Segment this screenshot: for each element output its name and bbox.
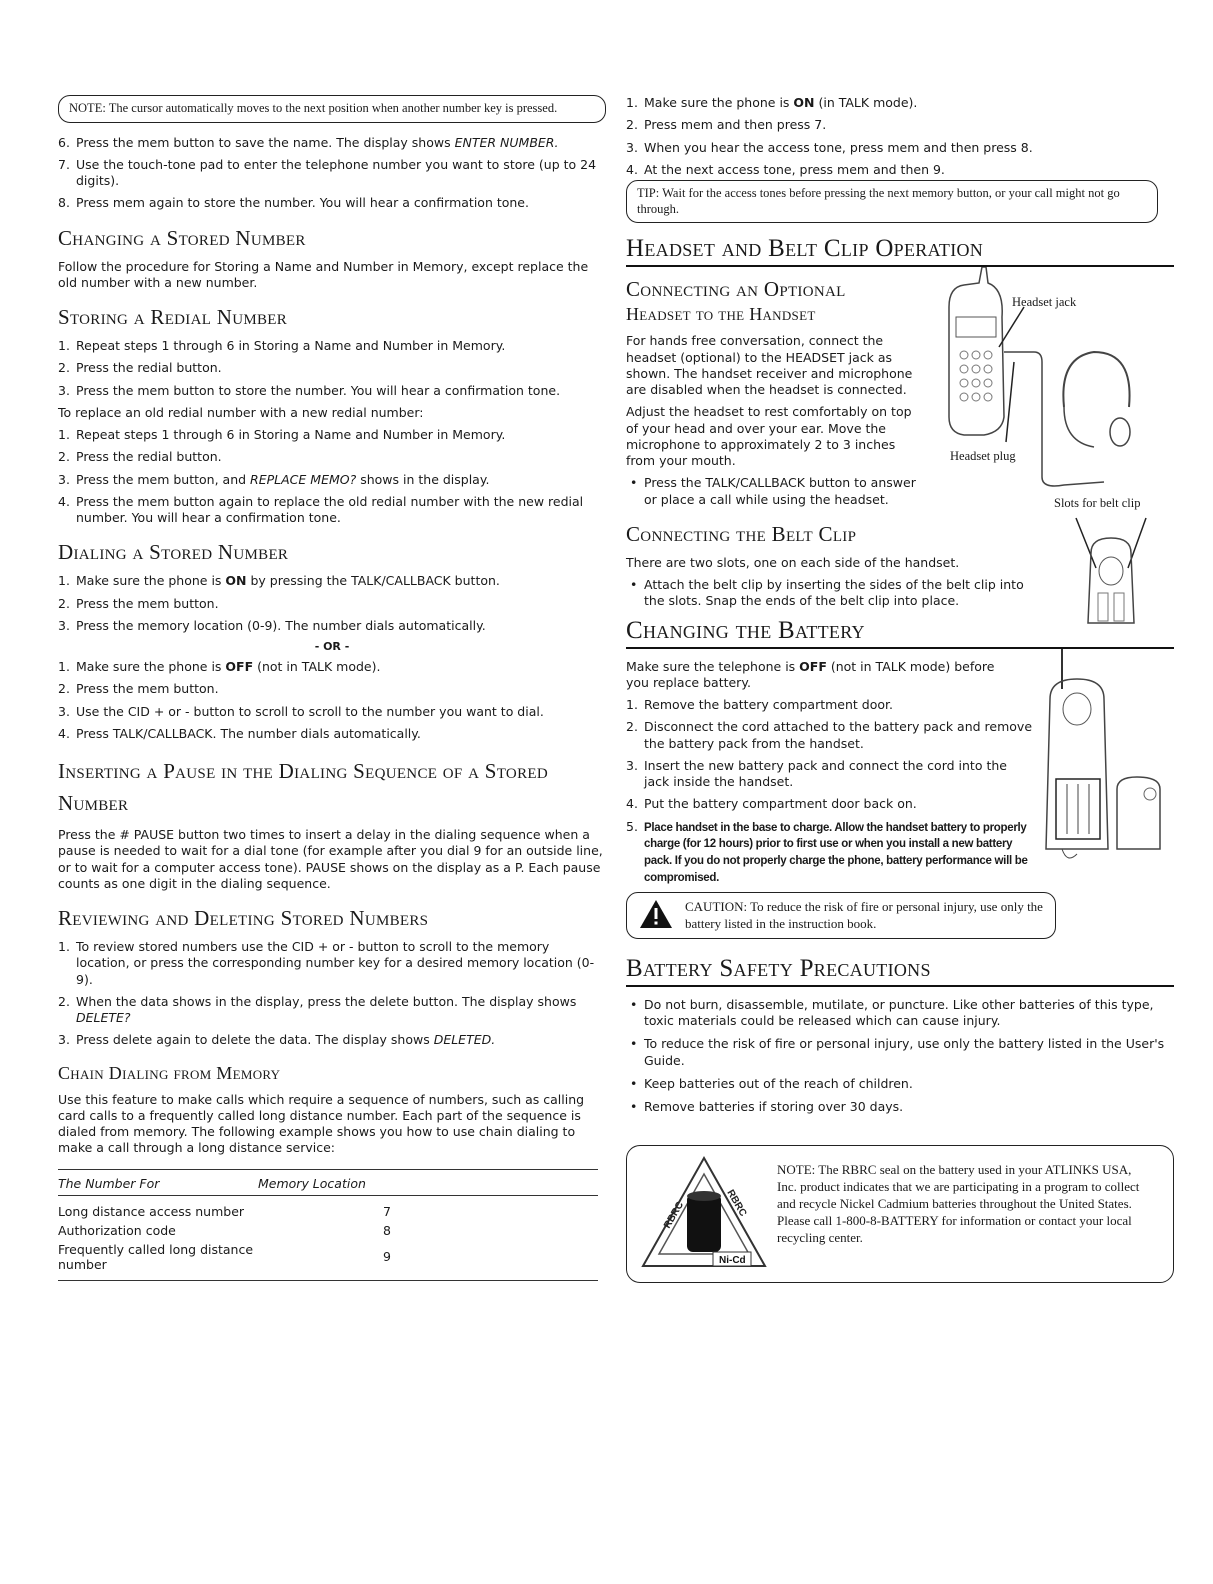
label-headset-jack: Headset jack	[1012, 295, 1077, 310]
list-item: • To reduce the risk of fire or personal injury, use only the battery listed in the User's Guide.	[626, 1036, 1174, 1069]
list-item: 8. Press mem again to store the number. You will hear a confirmation tone.	[58, 195, 529, 211]
redial-steps	[58, 338, 606, 399]
or-separator: - OR -	[314, 640, 350, 654]
nicd-label: Ni-Cd	[719, 1255, 746, 1267]
list-item: 1. To review stored numbers use the CID + or - button to scroll to the memory location, or press the corresponding number key for a desired memory location (0-9).	[58, 939, 595, 987]
rbrc-note-box	[626, 1145, 1174, 1283]
headset-p2: Adjust the headset to rest comfortably on top of your head and over your ear. Move the microphone to approximately 2 to 3 inches from your mouth.	[626, 404, 912, 468]
battery-intro: Make sure the telephone is OFF (not in TALK mode) before you replace battery.	[626, 658, 995, 690]
list-item: 2. When the data shows in the display, press the delete button. The display shows DELETE?	[58, 993, 577, 1026]
list-item: 1. Repeat steps 1 through 6 in Storing a Name and Number in Memory.	[58, 338, 506, 354]
headset-block	[626, 277, 1174, 511]
rbrc-label-top: RBRC	[724, 1188, 749, 1219]
list-item: 2. Press the redial button.	[58, 449, 222, 465]
list-item: 3. Press delete again to delete the data. The display shows DELETED.	[58, 1032, 496, 1048]
pause-text: Press the # PAUSE button two times to insert a delay in the dialing sequence when a pause is needed to wait for a dial tone (for example after you dial 9 for an outside line, or to wait for a computer access tone). PAUSE shows on the display as a P. Each pause counts as one digit in the dialing sequence.	[58, 827, 603, 891]
label-headset-plug: Headset plug	[950, 449, 1016, 464]
note-label: NOTE:	[69, 101, 106, 115]
list-item: • Attach the belt clip by inserting the sides of the belt clip into the slots. Snap the ends of the belt clip into place.	[626, 577, 1036, 610]
list-item: • Press the TALK/CALLBACK button to answer or place a call while using the headset.	[626, 475, 926, 508]
caution-box	[626, 892, 1056, 939]
table-row: Frequently called long distance number 9	[58, 1240, 598, 1281]
list-item: 1. Repeat steps 1 through 6 in Storing a Name and Number in Memory.	[58, 427, 506, 443]
list-item: 1. Remove the battery compartment door.	[626, 697, 893, 712]
tip-box	[626, 180, 1158, 223]
rbrc-label-side: RBRC	[662, 1200, 687, 1231]
tip-text: Wait for the access tones before pressing the next memory button, or your call might not go through.	[637, 186, 1120, 216]
changing-text: Follow the procedure for Storing a Name and Number in Memory, except replace the old number with a new number.	[58, 258, 589, 290]
heading-redial: Storing a Redial Number	[58, 305, 288, 330]
heading-headset: Connecting an Optional	[626, 277, 846, 302]
list-item: 2. Press the redial button.	[58, 360, 222, 376]
list-item: 2. Press the mem button.	[58, 595, 219, 611]
list-item: 4. Press the mem button again to replace the old redial number with the new redial number. You will hear a confirmation tone.	[58, 493, 584, 526]
list-item: • Do not burn, disassemble, mutilate, or puncture. Like other batteries of this type, toxic materials could be released which can cause injury.	[626, 997, 1174, 1030]
redial-intro: To replace an old redial number with a new redial number:	[58, 404, 424, 420]
belt-clip-illustration	[1066, 513, 1156, 628]
label-belt-slots: Slots for belt clip	[1054, 496, 1141, 511]
headset-bullets	[626, 475, 926, 508]
beltclip-text: There are two slots, one on each side of the handset.	[626, 554, 960, 570]
heading-headset-section: Headset and Belt Clip Operation	[626, 235, 1174, 267]
list-item: 2. Press the mem button.	[58, 681, 219, 697]
note-box	[58, 95, 606, 123]
column-header: The Number For	[58, 1169, 258, 1195]
heading-battery: Changing the Battery	[626, 617, 1174, 649]
list-item: 3. Use the CID + or - button to scroll to scroll to the number you want to dial.	[58, 703, 544, 719]
memory-table	[58, 1169, 598, 1281]
heading-pause: Inserting a Pause in the Dialing Sequence of a Stored Number	[58, 759, 548, 815]
rbrc-seal-icon	[639, 1154, 769, 1274]
list-item: 2. Press mem and then press 7.	[626, 117, 827, 133]
store-steps	[58, 135, 606, 212]
safety-bullets	[626, 997, 1174, 1116]
heading-beltclip: Connecting the Belt Clip	[626, 521, 857, 546]
right-column	[626, 95, 1174, 1283]
heading-reviewing: Reviewing and Deleting Stored Numbers	[58, 906, 429, 931]
note-text: The cursor automatically moves to the next position when another number key is pressed.	[105, 101, 558, 115]
dialing-steps	[58, 573, 606, 634]
list-item: 3. Press the mem button to store the number. You will hear a confirmation tone.	[58, 382, 561, 398]
dialing-alt-steps	[58, 659, 606, 742]
heading-chain: Chain Dialing from Memory	[58, 1062, 281, 1083]
list-item: 6. Press the mem button to save the name. The display shows ENTER NUMBER.	[58, 134, 559, 150]
heading-headset-2: Headset to the Handset	[626, 304, 816, 325]
battery-illustration	[1042, 649, 1166, 879]
list-item: 3. Insert the new battery pack and connect the cord into the jack inside the handset.	[626, 757, 1007, 789]
list-item: 1. Make sure the phone is ON by pressing the TALK/CALLBACK button.	[58, 573, 500, 589]
list-item: 4. Put the battery compartment door back on.	[626, 796, 917, 812]
table-row: Authorization code 8	[58, 1222, 391, 1238]
left-column	[58, 95, 606, 1281]
rbrc-note-label: NOTE:	[777, 1162, 816, 1178]
list-item: 5. Place handset in the base to charge. Allow the handset battery to properly charge (for 12 hours) prior to first use or when you install a new battery pack. If you do not properly charge the phone, battery performance will be compromised.	[626, 818, 1028, 885]
caution-label: CAUTION:	[685, 899, 748, 915]
rbrc-note-text: NOTE: The RBRC seal on the battery used in your ATLINKS USA, Inc. product indicates that we are participating in a program to collect and recycle Nickel Cadmium batteries throughout the United States. Please call 1-800-8-BATTERY for information or contact your local recycling center.	[777, 1162, 1140, 1245]
headset-p1: For hands free conversation, connect the headset (optional) to the HEADSET jack as shown. The handset receiver and microphone are disabled when the headset is connected.	[626, 333, 913, 397]
caution-text: To reduce the risk of fire or personal injury, use only the battery listed in the instruction book.	[685, 899, 1043, 931]
heading-dialing: Dialing a Stored Number	[58, 540, 289, 565]
heading-changing: Changing a Stored Number	[58, 225, 306, 250]
list-item: 7. Use the touch-tone pad to enter the telephone number you want to store (up to 24 digits).	[58, 156, 597, 189]
chain-text: Use this feature to make calls which require a sequence of numbers, such as calling card calls to a frequently called long distance number. Each part of the sequence is dialed from memory. The following example shows you how to use chain dialing to make a call through a long distance service:	[58, 1091, 585, 1156]
column-header: Memory Location	[258, 1169, 598, 1195]
tip-label: TIP:	[637, 186, 660, 200]
list-item: • Keep batteries out of the reach of children.	[626, 1076, 1174, 1092]
battery-block	[626, 659, 1174, 939]
reviewing-steps	[58, 939, 606, 1049]
table-row: Long distance access number 7	[58, 1203, 391, 1219]
list-item: 4. At the next access tone, press mem and then 9.	[626, 161, 945, 177]
list-item: 3. When you hear the access tone, press mem and then press 8.	[626, 139, 1033, 155]
heading-safety: Battery Safety Precautions	[626, 955, 1174, 987]
list-item: • Remove batteries if storing over 30 days.	[626, 1099, 1174, 1115]
beltclip-bullets	[626, 577, 1036, 610]
list-item: 1. Make sure the phone is ON (in TALK mode).	[626, 95, 918, 110]
list-item: 1. Make sure the phone is OFF (not in TALK mode).	[58, 659, 381, 675]
list-item: 3. Press the memory location (0-9). The number dials automatically.	[58, 617, 486, 633]
list-item: 3. Press the mem button, and REPLACE MEMO? shows in the display.	[58, 471, 490, 487]
chain-steps	[626, 95, 1174, 178]
warning-icon	[639, 899, 673, 929]
list-item: 4. Press TALK/CALLBACK. The number dials automatically.	[58, 725, 421, 741]
list-item: 2. Disconnect the cord attached to the battery pack and remove the battery pack from the handset.	[626, 719, 1033, 751]
table-header-row	[58, 1169, 598, 1195]
battery-steps	[626, 697, 1036, 886]
redial-replace-steps	[58, 427, 606, 526]
